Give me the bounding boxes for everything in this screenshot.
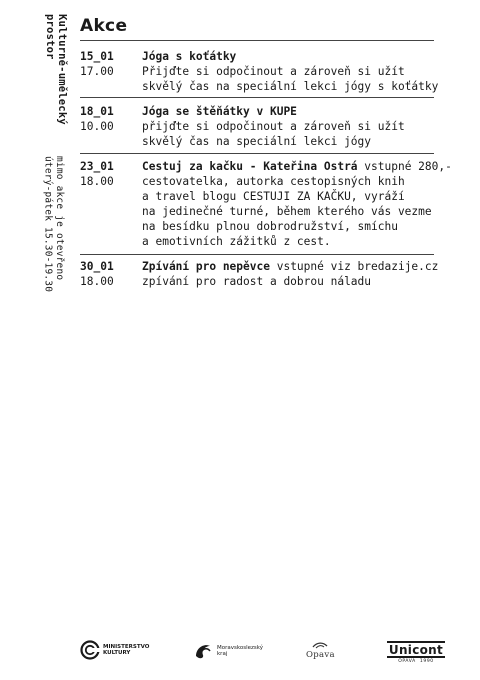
- moravskoslezsky-kraj-logo: [192, 640, 263, 662]
- event-description-line: skvělý čas na speciální lekci jógy s koťátky: [142, 80, 439, 93]
- opava-logo-text: Opava: [306, 650, 335, 660]
- unicont-logo-subtext: OPAVA 1990: [398, 658, 434, 664]
- event-date: 23_01: [80, 160, 114, 173]
- event-description-line: na besídku plnou dobrodružství, smíchu: [142, 220, 398, 233]
- event-time: 10.00: [80, 120, 114, 133]
- divider: [80, 254, 434, 255]
- event-title: Zpívání pro nepěvce: [142, 260, 270, 273]
- event-description-line: skvělý čas na speciální lekci jógy: [142, 135, 372, 148]
- event-time: 18.00: [80, 275, 114, 288]
- event-title: Jóga se štěňátky v KUPE: [142, 105, 297, 118]
- event-description-line: přijďte si odpočinout a zároveň si užít: [142, 120, 405, 133]
- divider: [80, 97, 434, 98]
- page-title: Akce: [80, 16, 128, 36]
- venue-title: Kulturně-umělecký prostor: [44, 14, 68, 125]
- event-description-line: Přijďte si odpočinout a zároveň si užít: [142, 65, 405, 78]
- opava-logo: [306, 640, 335, 660]
- event-date: 30_01: [80, 260, 114, 273]
- unicont-logo-text: Unicont: [388, 642, 444, 657]
- ministry-emblem-icon: [80, 640, 100, 660]
- event-time: 17.00: [80, 65, 114, 78]
- region-logo-text: Moravskoslezský kraj: [217, 644, 263, 657]
- event-description-line: cestovatelka, autorka cestopisných knih: [142, 175, 405, 188]
- event-date: 18_01: [80, 105, 114, 118]
- event-description-line: zpívání pro radost a dobrou náladu: [142, 275, 372, 288]
- event-description-line: a travel blogu CESTUJI ZA KAČKU, vyráží: [142, 190, 405, 203]
- event-description-line: a emotivních zážitků z cest.: [142, 235, 331, 248]
- sponsor-logos: [80, 640, 444, 670]
- event-date: 15_01: [80, 50, 114, 63]
- ministry-logo-text: MINISTERSTVO KULTURY: [103, 643, 150, 656]
- event-price: vstupné 280,-: [357, 160, 452, 173]
- event-title: Cestuj za kačku - Kateřina Ostrá: [142, 160, 358, 173]
- opening-hours-note: mimo akce je otevřeno úterý-pátek 15.30-19.30: [42, 156, 65, 293]
- divider: [80, 40, 434, 41]
- ministry-of-culture-logo: [80, 640, 149, 660]
- opava-swoosh-icon: [311, 640, 329, 650]
- divider: [80, 153, 434, 154]
- event-time: 18.00: [80, 175, 114, 188]
- event-price: vstupné viz bredazije.cz: [269, 260, 439, 273]
- unicont-logo: [386, 640, 446, 664]
- event-description-line: na jedinečné turné, během kterého vás vezme: [142, 205, 432, 218]
- region-emblem-icon: [192, 640, 214, 662]
- event-title: Jóga s koťátky: [142, 50, 237, 63]
